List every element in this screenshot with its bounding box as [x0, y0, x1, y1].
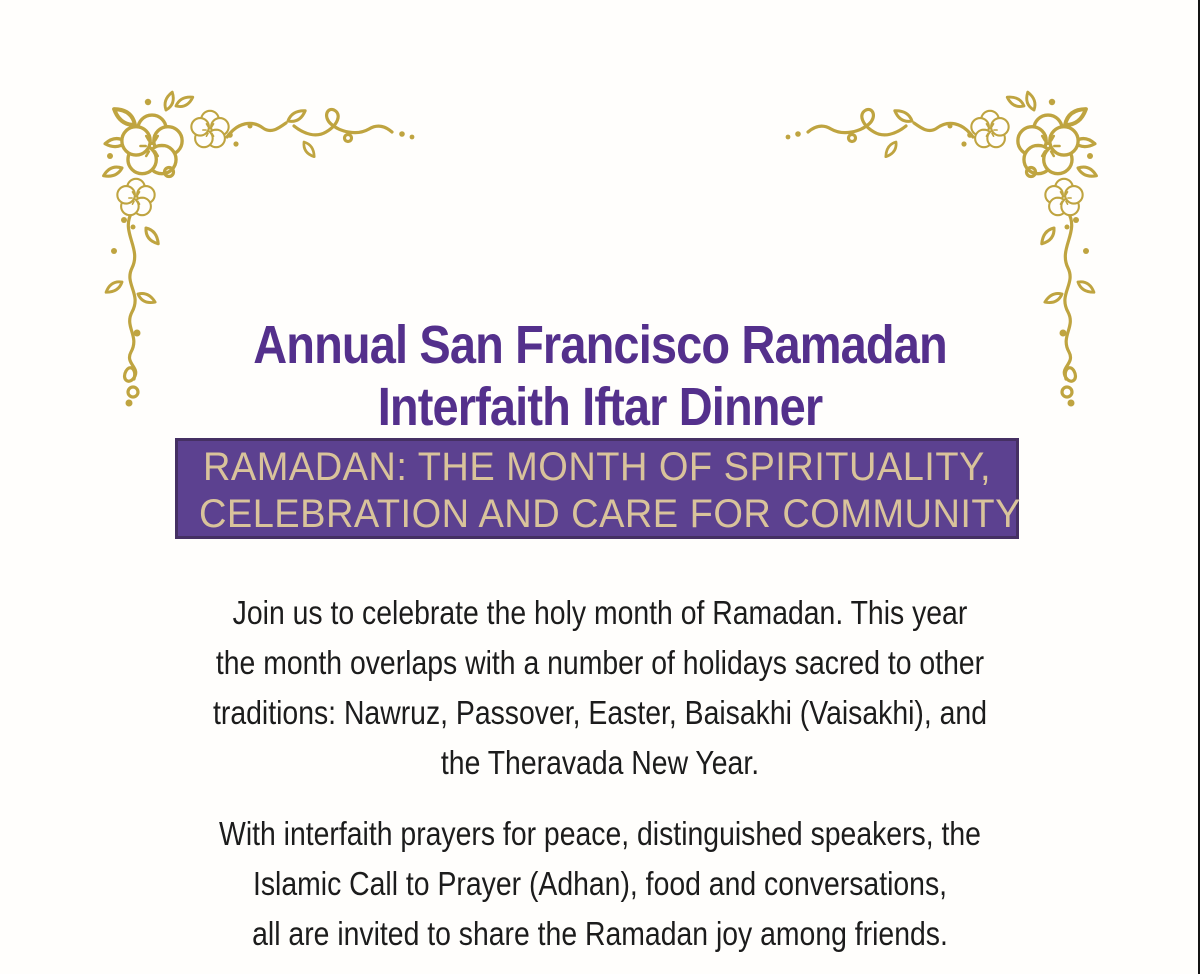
body-line: the Theravada New Year.: [440, 744, 760, 781]
theme-banner-line2: CELEBRATION AND CARE FOR COMMUNITY: [198, 491, 1021, 536]
theme-banner: [175, 438, 1019, 539]
body-line: traditions: Nawruz, Passover, Easter, Baisakhi (Vaisakhi), and: [213, 694, 987, 731]
theme-banner-line1: RAMADAN: THE MONTH OF SPIRITUALITY,: [203, 444, 991, 489]
event-title-line1: Annual San Francisco Ramadan: [253, 315, 947, 376]
body-paragraph-1: [84, 588, 1116, 788]
event-title: [78, 314, 1122, 438]
body-copy: [84, 588, 1116, 959]
body-line: Islamic Call to Prayer (Adhan), food and conversations,: [252, 865, 948, 902]
body-line: With interfaith prayers for peace, distinguished speakers, the: [219, 815, 981, 852]
body-line: all are invited to share the Ramadan joy among friends.: [252, 915, 948, 952]
body-line: Join us to celebrate the holy month of Ramadan. This year: [232, 594, 968, 631]
event-title-line2: Interfaith Iftar Dinner: [377, 377, 823, 438]
body-line: the month overlaps with a number of holidays sacred to other: [215, 644, 985, 681]
body-paragraph-2: [84, 809, 1116, 959]
